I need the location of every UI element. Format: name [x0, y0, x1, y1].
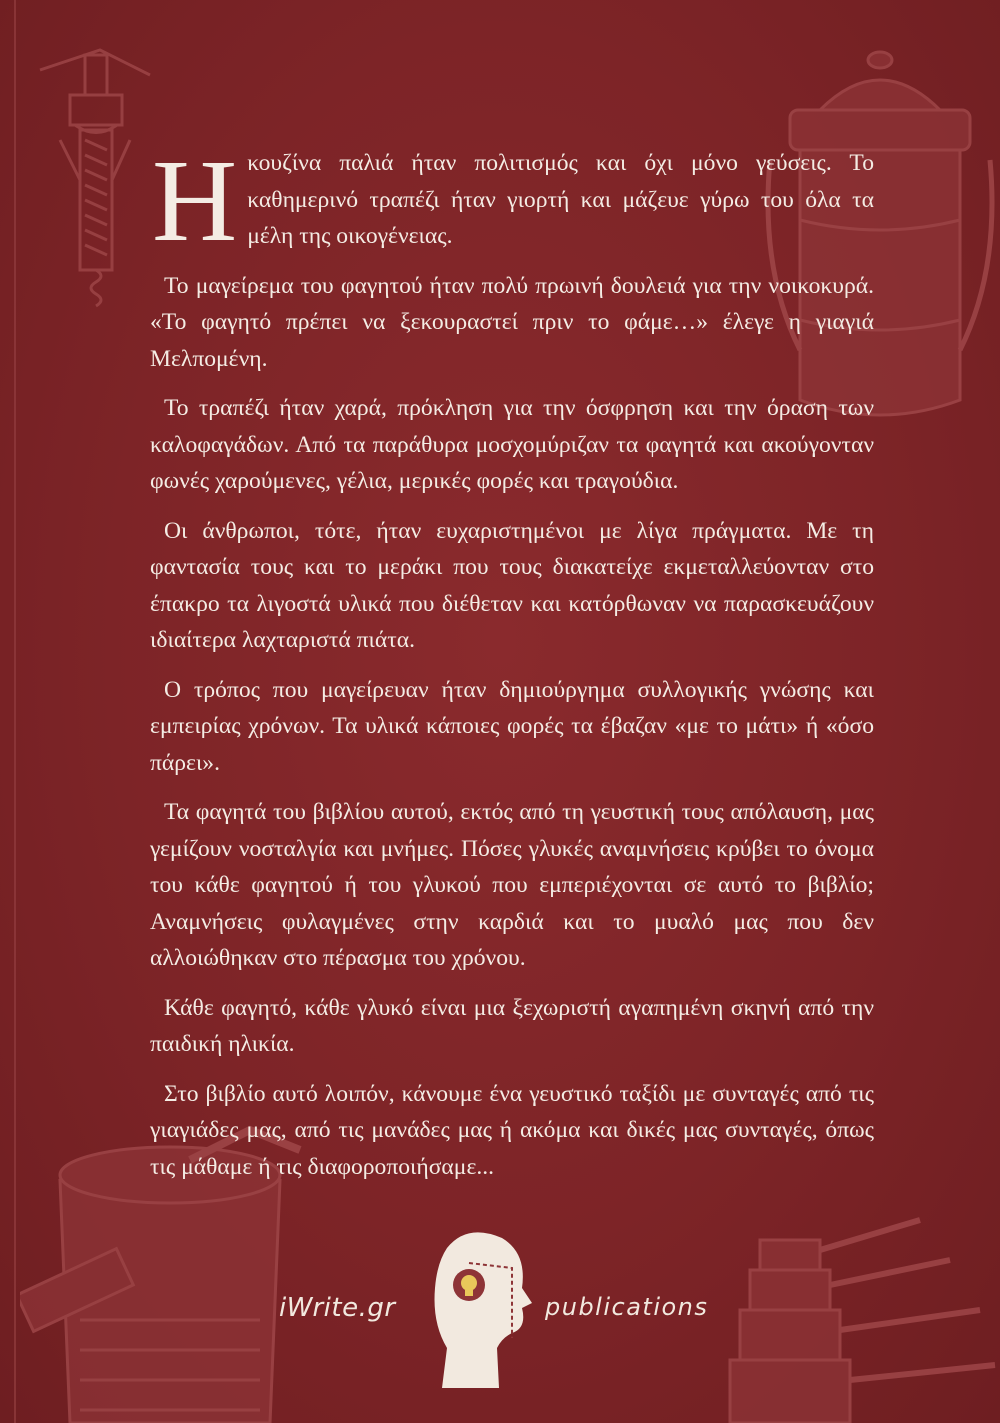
back-cover-text — [150, 135, 874, 1198]
drop-cap: Η — [152, 135, 238, 266]
measuring-cups-illustration — [720, 1200, 1000, 1423]
brand-iwrite: iWrite.gr — [279, 1293, 396, 1323]
paragraph-8: Στο βιβλίο αυτό λοιπόν, κάνουμε ένα γευστικό ταξίδι με συνταγές από τις γιαγιάδες μας, από τις μανάδες μας ή ακόμα και δικές μας συνταγές, όπως τις μάθαμε ή τις διαφοροποιήσαμε... — [150, 1080, 874, 1180]
left-border-line — [14, 0, 16, 1423]
corkscrew-illustration — [30, 30, 160, 320]
paragraph-6: Τα φαγητά του βιβλίου αυτού, εκτός από τη γευστική τους απόλαυση, μας γεμίζουν νοσταλγία και μνήμες. Πόσες γλυκές αναμνήσεις κρύβει το όνομα του κάθε φαγητού ή του γλυκού που εμπεριέχονται σε αυτό το βιβλίο; Αναμνήσεις φυλαγμένες στην καρδιά και το μυαλό μας που δεν αλλοιώθηκαν στο πέρασμα του χρόνου. — [150, 799, 874, 971]
brand-publications: publications — [545, 1293, 709, 1321]
paragraph-2: Το μαγείρεμα του φαγητού ήταν πολύ πρωινή δουλειά για την νοικοκυρά. «Το φαγητό πρέπει να ξεκουραστεί πριν το φάμε…» έλεγε η γιαγιά Μελπομένη. — [150, 272, 874, 372]
paragraph-4: Οι άνθρωποι, τότε, ήταν ευχαριστημένοι με λίγα πράγματα. Με τη φαντασία τους και το μεράκι που τους διακατείχε εκμεταλλεύονταν στο έπακρο τα λιγοστά υλικά που διέθεταν και κατόρθωναν να παρασκευάζουν ιδιαίτερα λαχταριστά πιάτα. — [150, 517, 874, 653]
paragraph-1-text: κουζίνα παλιά ήταν πολιτισμός και όχι μόνο γεύσεις. Το καθημερινό τραπέζι ήταν γιορτή και μάζευε γύρω του όλα τα μέλη της οικογένειας. — [247, 150, 874, 249]
publisher-head-logo — [427, 1228, 537, 1388]
paragraph-7: Κάθε φαγητό, κάθε γλυκό είναι μια ξεχωριστή αγαπημένη σκηνή από την παιδική ηλικία. — [150, 994, 874, 1057]
paragraph-1 — [150, 135, 874, 266]
paragraph-5: Ο τρόπος που μαγείρευαν ήταν δημιούργημα συλλογικής γνώσης και εμπειρίας χρόνων. Τα υλικά κάποιες φορές τα έβαζαν «με το μάτι» ή «όσο πάρει». — [150, 676, 874, 776]
paragraph-3: Το τραπέζι ήταν χαρά, πρόκληση για την όσφρηση και την όραση των καλοφαγάδων. Από τα παράθυρα μοσχομύριζαν τα φαγητά και ακούγονταν φωνές χαρούμενες, γέλια, μερικές φορές και τραγούδια. — [150, 395, 874, 494]
